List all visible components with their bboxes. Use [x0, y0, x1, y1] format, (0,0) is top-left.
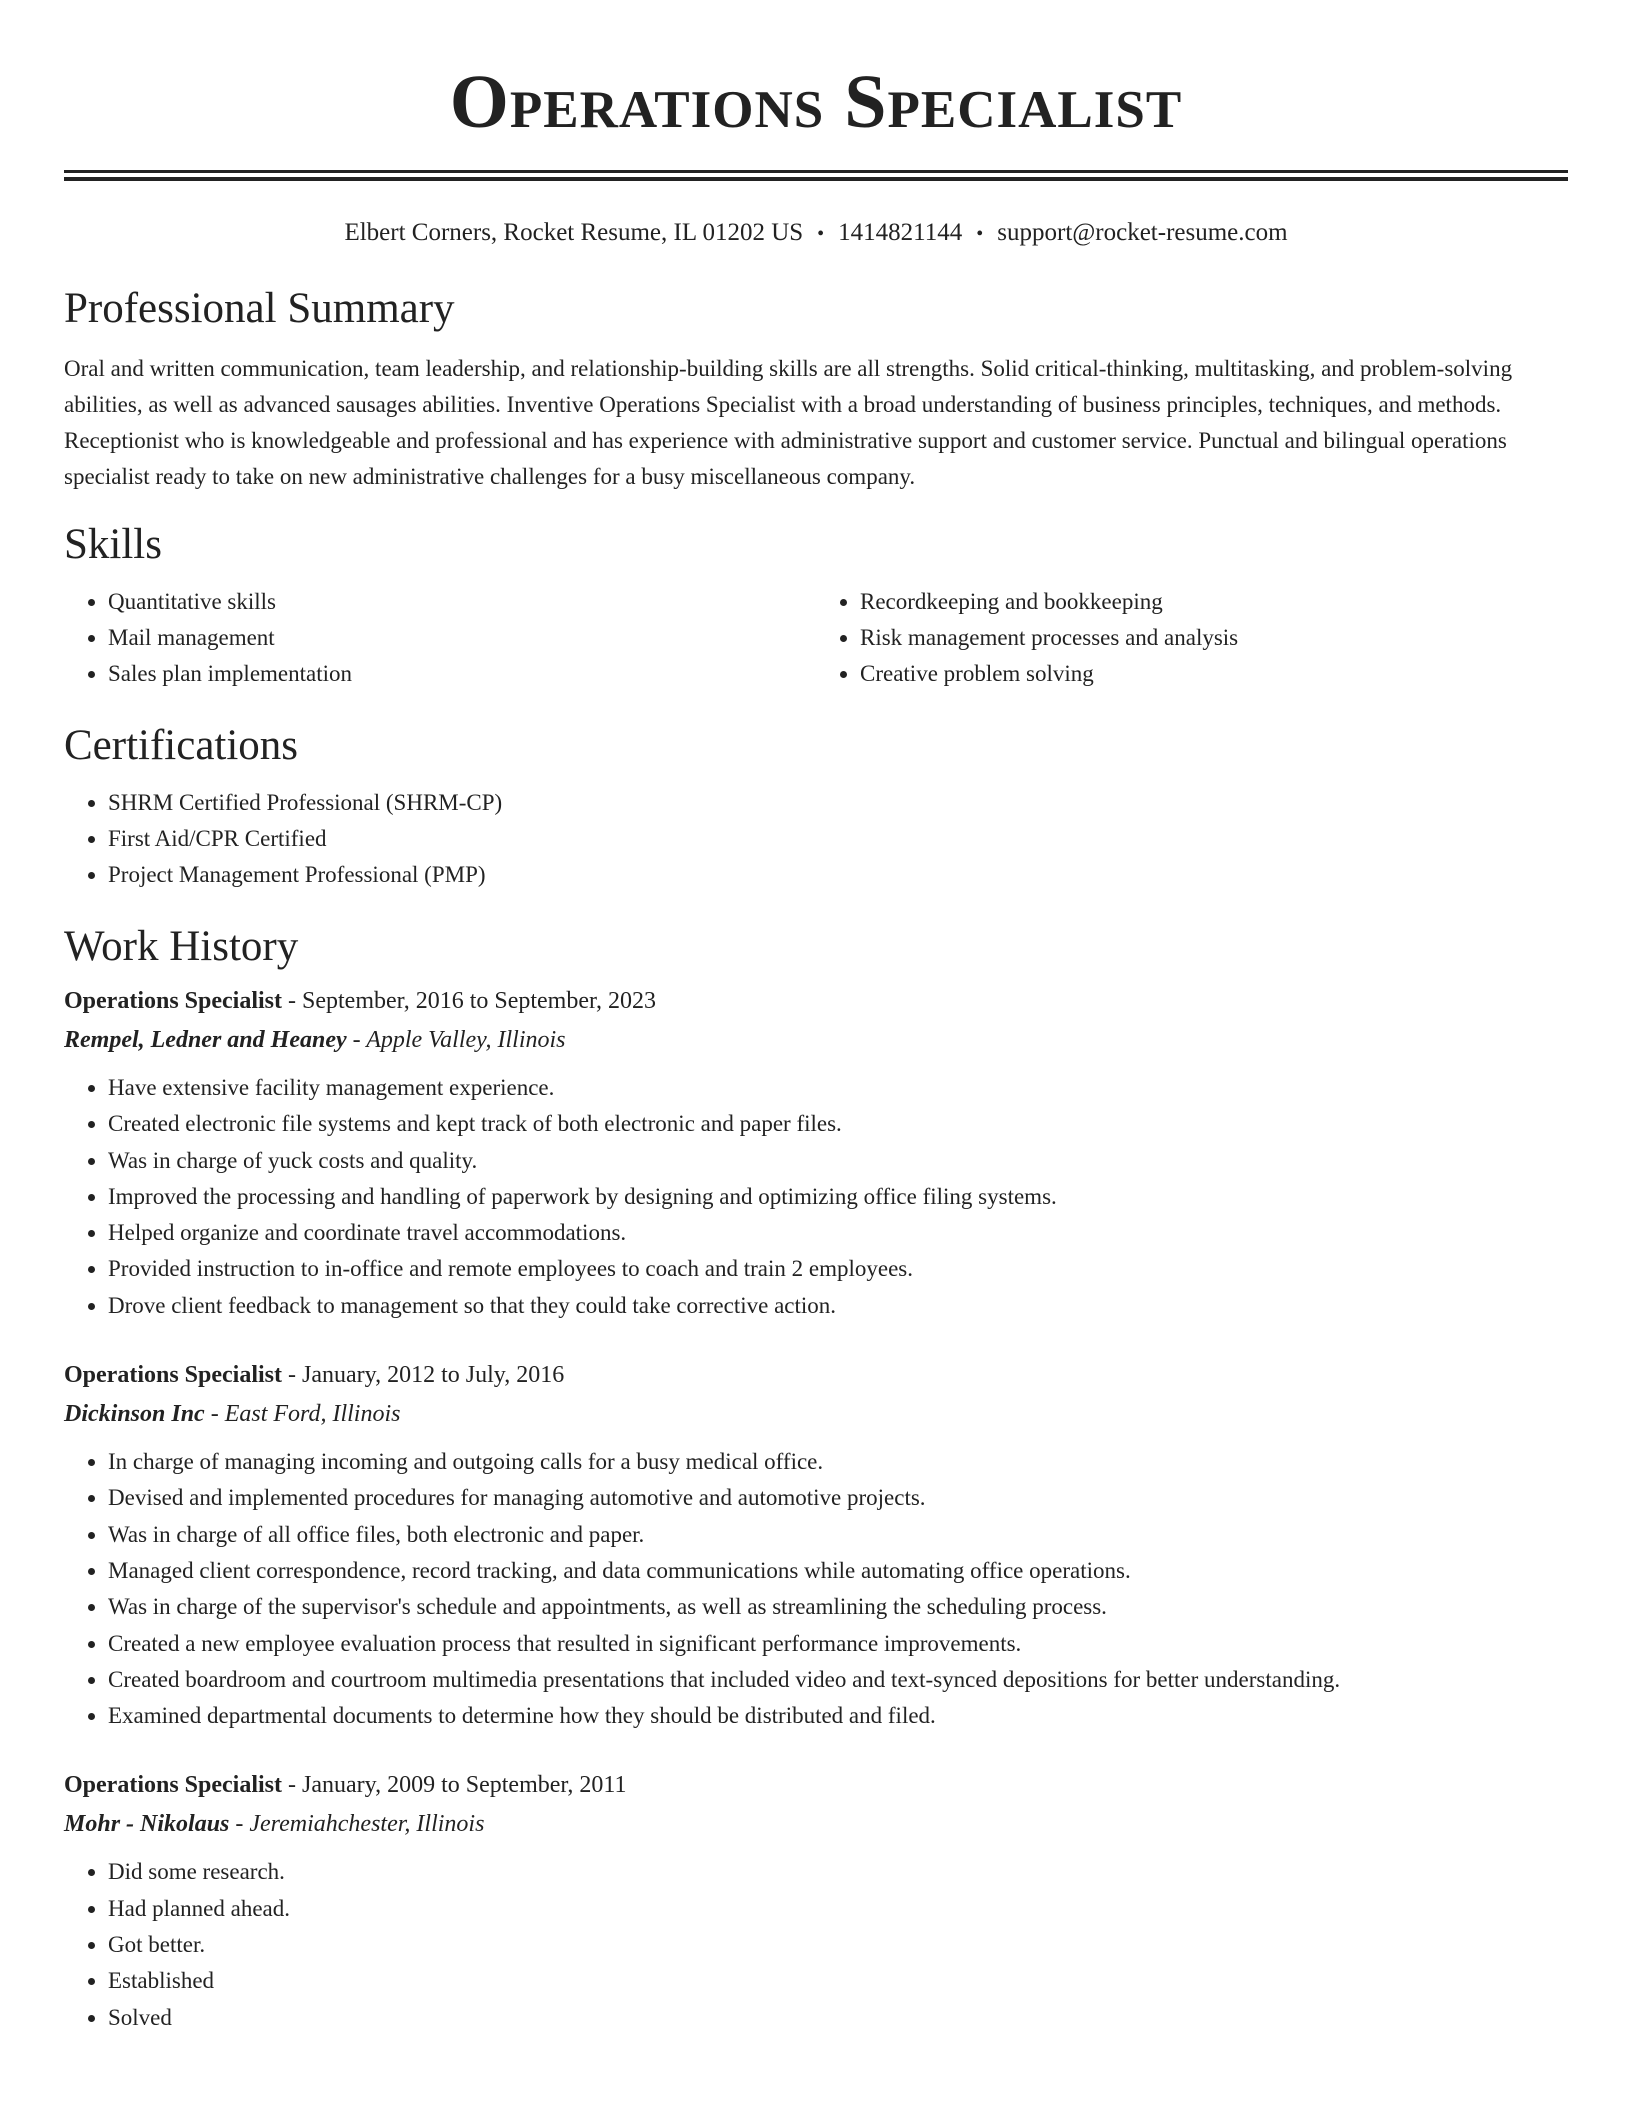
job-location: Jeremiahchester, Illinois: [249, 1811, 485, 1838]
job-bullet: • Solved: [108, 2000, 1568, 2036]
certifications-heading: Certifications: [64, 722, 299, 769]
job-bullets: [64, 1444, 1568, 1734]
job-dates: September, 2016 to September, 2023: [302, 988, 657, 1014]
skills-list-right: [816, 584, 1568, 692]
job-bullet: • Did some research.: [108, 1854, 1568, 1890]
skill-item: • Quantitative skills: [108, 584, 816, 620]
job-company: Dickinson Inc: [64, 1401, 205, 1428]
job-bullet: • Examined departmental documents to determine how they should be distributed and filed.: [108, 1698, 1568, 1734]
skill-item: • Sales plan implementation: [108, 656, 816, 692]
job-bullet: • Provided instruction to in-office and remote employees to coach and train 2 employees.: [108, 1251, 1568, 1287]
job-bullet: • Was in charge of the supervisor's schedule and appointments, as well as streamlining the scheduling process.: [108, 1589, 1568, 1625]
job-company: Mohr - Nikolaus: [64, 1811, 230, 1838]
summary-text: Oral and written communication, team leadership, and relationship-building skills are all strengths. Solid critical-thinking, multitasking, and problem-solving abilities, as well as advanced sausages abilities. Inventive Operations Specialist with a broad understanding of business principles, techniques, and methods. Receptionist who is knowledgeable and professional and has experience with administrative support and customer service. Punctual and bilingual operations specialist ready to take on new administrative challenges for a busy miscellaneous company.: [64, 356, 1513, 489]
skills-list-left: [64, 584, 816, 692]
skill-item: • Creative problem solving: [860, 656, 1568, 692]
dash: -: [282, 988, 303, 1014]
job-bullets: [64, 1854, 1568, 2035]
header-double-rule: [64, 170, 1568, 181]
bullet-separator: •: [817, 223, 825, 245]
job-bullet: • Improved the processing and handling of paperwork by designing and optimizing office filing systems.: [108, 1179, 1568, 1215]
job-location: East Ford, Illinois: [224, 1401, 401, 1428]
dash: -: [204, 1401, 225, 1428]
certifications-section: [64, 724, 1568, 893]
certifications-list: [64, 785, 1568, 893]
contact-line: [64, 217, 1568, 249]
dash: -: [229, 1811, 250, 1838]
resume-name: Operations Specialist: [449, 60, 1183, 144]
summary-heading: Professional Summary: [64, 285, 455, 332]
skills-grid: [64, 584, 1568, 692]
job-bullet: • Managed client correspondence, record tracking, and data communications while automating office operations.: [108, 1553, 1568, 1589]
job-title-line: [64, 1356, 1568, 1394]
skills-section: [64, 523, 1568, 692]
job-bullet: • Had planned ahead.: [108, 1891, 1568, 1927]
job-title: Operations Specialist: [64, 988, 283, 1014]
summary-section: [64, 287, 1568, 495]
job-bullet: • Created a new employee evaluation process that resulted in significant performance improvements.: [108, 1626, 1568, 1662]
job-company-line: [64, 1020, 1568, 1060]
bullet-separator: •: [976, 223, 984, 245]
job-bullet: • Created boardroom and courtroom multimedia presentations that included video and text-synced depositions for better understanding.: [108, 1662, 1568, 1698]
contact-email: support@rocket-resume.com: [997, 219, 1288, 246]
job-title: Operations Specialist: [64, 1362, 283, 1389]
job-bullet: • Have extensive facility management experience.: [108, 1070, 1568, 1106]
job-location: Apple Valley, Illinois: [366, 1027, 566, 1053]
job-title-line: [64, 982, 1568, 1020]
certification-item: • First Aid/CPR Certified: [108, 821, 1568, 857]
work-history-heading: Work History: [64, 923, 299, 970]
certification-item: • Project Management Professional (PMP): [108, 857, 1568, 893]
job-bullet: • Was in charge of yuck costs and quality.: [108, 1143, 1568, 1179]
work-history-section: [64, 925, 1568, 2036]
job-title-line: [64, 1766, 1568, 1804]
contact-phone: 1414821144: [838, 219, 963, 246]
job-entry: [64, 1356, 1568, 1734]
job-bullet: • Got better.: [108, 1927, 1568, 1963]
certification-item: • SHRM Certified Professional (SHRM-CP): [108, 785, 1568, 821]
job-dates: January, 2009 to September, 2011: [302, 1772, 627, 1799]
dash: -: [346, 1027, 367, 1053]
dash: -: [282, 1362, 303, 1389]
job-bullet: • Helped organize and coordinate travel accommodations.: [108, 1215, 1568, 1251]
resume-page: [64, 0, 1568, 2036]
job-company: Rempel, Ledner and Heaney: [64, 1027, 347, 1053]
job-bullet: • Created electronic file systems and kept track of both electronic and paper files.: [108, 1106, 1568, 1142]
dash: -: [282, 1772, 303, 1799]
job-title: Operations Specialist: [64, 1772, 283, 1799]
job-dates: January, 2012 to July, 2016: [302, 1362, 565, 1389]
job-bullets: [64, 1070, 1568, 1324]
skills-heading: Skills: [64, 521, 162, 568]
job-company-line: [64, 1394, 1568, 1434]
job-company-line: [64, 1804, 1568, 1844]
job-bullet: • In charge of managing incoming and outgoing calls for a busy medical office.: [108, 1444, 1568, 1480]
skill-item: • Recordkeeping and bookkeeping: [860, 584, 1568, 620]
job-bullet: • Established: [108, 1963, 1568, 1999]
contact-address: Elbert Corners, Rocket Resume, IL 01202 US: [344, 219, 804, 246]
job-bullet: • Drove client feedback to management so that they could take corrective action.: [108, 1288, 1568, 1324]
job-entry: [64, 982, 1568, 1324]
job-bullet: • Devised and implemented procedures for managing automotive and automotive projects.: [108, 1480, 1568, 1516]
skill-item: • Mail management: [108, 620, 816, 656]
skill-item: • Risk management processes and analysis: [860, 620, 1568, 656]
job-bullet: • Was in charge of all office files, both electronic and paper.: [108, 1517, 1568, 1553]
job-entry: [64, 1766, 1568, 2035]
